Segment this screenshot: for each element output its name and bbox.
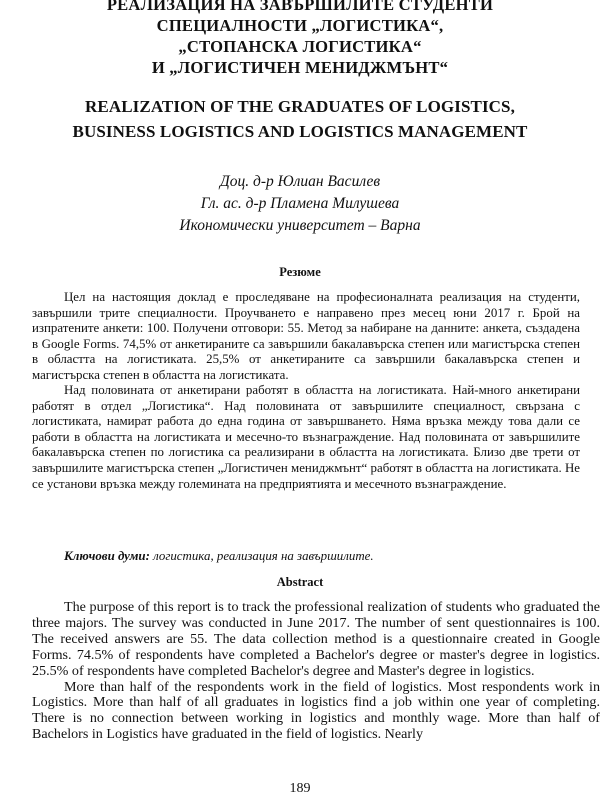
abstract-paragraph: More than half of the respondents work in the field of logistics. Most respondents work in Logistics. More than half of all graduates in logistics find a job within one year of completing. There is no connection between working in logistics and monthly wage. More than half of Bachelors in Logistics have graduated in the field of logistics. Nearly bbox=[32, 678, 600, 743]
title-en-line: BUSINESS LOGISTICS AND LOGISTICS MANAGEMENT bbox=[72, 122, 528, 141]
resume-body bbox=[32, 290, 580, 492]
resume-paragraph: Над половината от анкетирани работят в областта на логистиката. Най-много анкетирани работят в отдел „Логистика“. Над половината от завършилите специалност, свързана с логистиката, намират работа до една година от завършването. Няма връзка между това дали се работи в областта на логистиката и месечно-то възнаграждение. Над половината от завършилите бакалавърска степен по логистика са реализирани в областта на логистиката. Близо две трети от завършилите магистърска степен „Логистичен мениджмънт“ работят в областта на логистиката. Не се установи връзка между големината на предприятията и месечното възнаграждение. bbox=[32, 383, 580, 491]
title-bg-line: СПЕЦИАЛНОСТИ „ЛОГИСТИКА“, bbox=[156, 16, 444, 35]
page-number: 189 bbox=[289, 781, 311, 796]
title-bg-line: „СТОПАНСКА ЛОГИСТИКА“ bbox=[178, 37, 422, 56]
abstract-body bbox=[32, 600, 600, 743]
title-bg-line: И „ЛОГИСТИЧЕН МЕНИДЖМЪНТ“ bbox=[151, 58, 449, 77]
title-english bbox=[0, 94, 600, 144]
abstract-heading: Abstract bbox=[276, 575, 324, 589]
keywords-label: Ключови думи: bbox=[64, 549, 150, 563]
title-bg-line: РЕАЛИЗАЦИЯ НА ЗАВЪРШИЛИТЕ СТУДЕНТИ bbox=[106, 0, 494, 14]
resume-paragraph: Цел на настоящия доклад е проследяване на професионалната реализация на студенти, завършили трите специалности. Проучването е направено през месец юни 2017 г. Брой на изпратените анкети: 100. Получени отговори: 55. Метод за набиране на данните: анкета, създадена в Google Forms. 74,5% от анкетираните са завършили бакалавърска степен или магистърска степен в областта на логистиката. 25,5% от анкетираните са завършили бакалавърска степен и магистърска степен в областта на логистиката. bbox=[32, 290, 580, 382]
authors-block bbox=[0, 171, 600, 237]
title-en-line: REALIZATION OF THE GRADUATES OF LOGISTICS, bbox=[85, 97, 515, 116]
abstract-paragraph: The purpose of this report is to track the professional realization of students who graduated the three majors. The survey was conducted in June 2017. The number of sent questionnaires is 100. The received answers are 55. The data collection method is a questionnaire created in Google Forms. 74.5% of respondents have completed a Bachelor's degree or master's degree in logistics. 25.5% of respondents have completed Bachelor's degree and Master's degree in logistics. bbox=[32, 599, 600, 679]
title-bulgarian bbox=[0, 0, 600, 78]
author-2: Гл. ас. д-р Пламена Милушева bbox=[200, 195, 400, 212]
affiliation: Икономически университет – Варна bbox=[179, 217, 421, 234]
keywords bbox=[64, 549, 374, 564]
resume-heading: Резюме bbox=[279, 265, 321, 279]
author-1: Доц. д-р Юлиан Василев bbox=[219, 173, 381, 190]
keywords-value: логистика, реализация на завършилите. bbox=[149, 549, 374, 563]
